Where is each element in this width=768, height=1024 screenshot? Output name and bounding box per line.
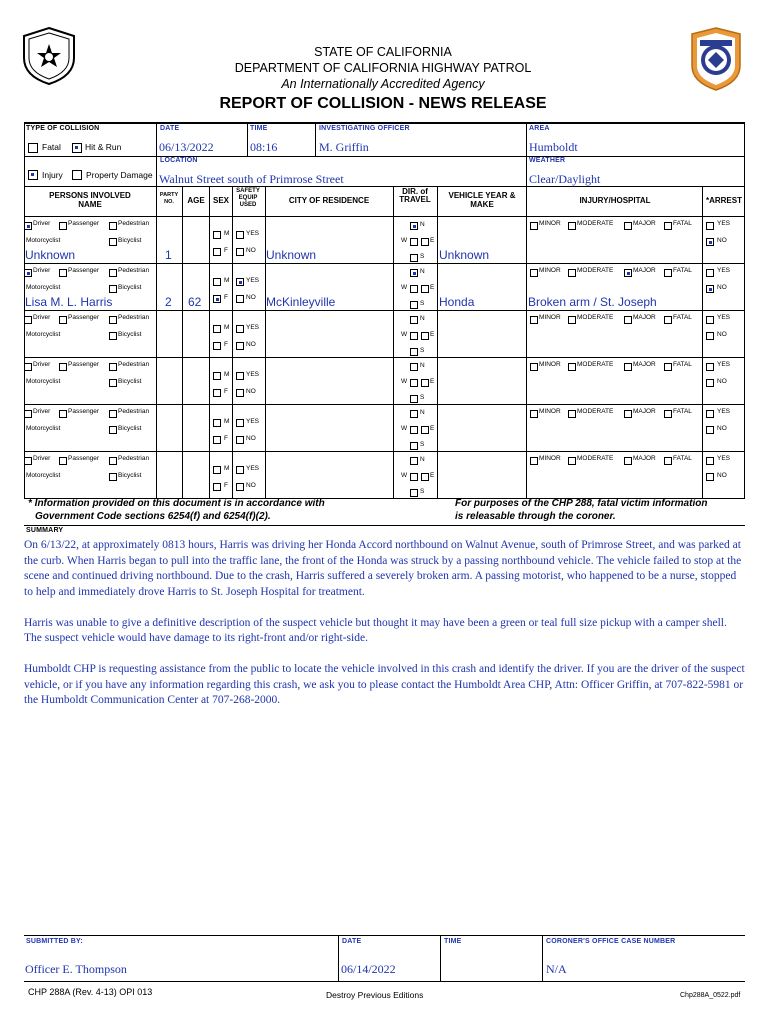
- moderate-label: MODERATE: [577, 220, 614, 227]
- fatal-injury-checkbox[interactable]: [664, 222, 672, 230]
- minor-label: MINOR: [539, 361, 561, 368]
- sex-f-label: F: [224, 341, 228, 348]
- hit-run-option-label: Hit & Run: [85, 142, 122, 152]
- arrest-yes-label: YES: [717, 361, 731, 368]
- bicyclist-option-label: Bicyclist: [118, 425, 142, 432]
- col-persons-header: PERSONS INVOLVED NAME: [49, 191, 131, 209]
- sex-m-label: M: [224, 324, 230, 331]
- pedestrian-checkbox[interactable]: [109, 222, 117, 230]
- safety-no-checkbox[interactable]: [236, 483, 244, 491]
- moderate-checkbox[interactable]: [568, 269, 576, 277]
- passenger-option-label: Passenger: [68, 361, 100, 368]
- major-label: MAJOR: [633, 361, 656, 368]
- dir-n-checkbox[interactable]: [410, 363, 418, 371]
- col-vehicle-header: VEHICLE YEAR & MAKE: [448, 191, 516, 209]
- dir-s-checkbox[interactable]: [410, 348, 418, 356]
- party-number: 2: [165, 295, 172, 309]
- dir-e-checkbox[interactable]: [421, 332, 429, 340]
- dir-w-checkbox[interactable]: [410, 473, 418, 481]
- dir-w-checkbox[interactable]: [410, 285, 418, 293]
- dir-s-checkbox[interactable]: [410, 254, 418, 262]
- driver-checkbox[interactable]: [24, 269, 32, 277]
- summary-paragraph: Harris was unable to give a definitive description of the suspect vehicle but thought it may have been a green or teal full size pickup with a camper shell. The suspect vehicle would have damage to its right-front and/or right-side.: [24, 616, 727, 644]
- major-checkbox[interactable]: [624, 410, 632, 418]
- report-title: REPORT OF COLLISION - NEWS RELEASE: [219, 95, 547, 112]
- hit-run-checkbox[interactable]: [72, 143, 82, 153]
- footer-date-value: 06/14/2022: [341, 962, 396, 976]
- arrest-yes-label: YES: [717, 267, 731, 274]
- sex-f-label: F: [224, 435, 228, 442]
- col-party-header: PARTY NO.: [159, 192, 179, 205]
- location-value: Walnut Street south of Primrose Street: [159, 172, 344, 186]
- footer-time-label: TIME: [444, 938, 462, 945]
- minor-checkbox[interactable]: [530, 316, 538, 324]
- major-checkbox[interactable]: [624, 269, 632, 277]
- sex-m-checkbox[interactable]: [213, 466, 221, 474]
- location-label: LOCATION: [160, 157, 198, 164]
- sex-m-checkbox[interactable]: [213, 278, 221, 286]
- moderate-checkbox[interactable]: [568, 222, 576, 230]
- moderate-label: MODERATE: [577, 361, 614, 368]
- time-value: 08:16: [250, 140, 278, 154]
- driver-checkbox[interactable]: [24, 457, 32, 465]
- arrest-no-label: NO: [717, 284, 727, 291]
- bicyclist-checkbox[interactable]: [109, 473, 117, 481]
- department-heading: DEPARTMENT OF CALIFORNIA HIGHWAY PATROL: [234, 61, 532, 75]
- arrest-no-checkbox[interactable]: [706, 332, 714, 340]
- agency-tagline: An Internationally Accredited Agency: [281, 77, 485, 91]
- motorcyclist-option-label: Motorcyclist: [26, 378, 61, 385]
- pedestrian-option-label: Pedestrian: [118, 267, 150, 274]
- bicyclist-checkbox[interactable]: [109, 332, 117, 340]
- arrest-yes-checkbox[interactable]: [706, 222, 714, 230]
- type-of-collision-label: TYPE OF COLLISION: [26, 125, 100, 132]
- sex-f-checkbox[interactable]: [213, 483, 221, 491]
- moderate-checkbox[interactable]: [568, 457, 576, 465]
- minor-checkbox[interactable]: [530, 363, 538, 371]
- passenger-option-label: Passenger: [68, 314, 100, 321]
- arrest-yes-checkbox[interactable]: [706, 363, 714, 371]
- minor-checkbox[interactable]: [530, 457, 538, 465]
- date-value: 06/13/2022: [159, 140, 214, 154]
- minor-label: MINOR: [539, 408, 561, 415]
- col-injury-header: INJURY/HOSPITAL: [579, 196, 651, 205]
- dir-n-label: N: [420, 315, 425, 322]
- motorcyclist-option-label: Motorcyclist: [26, 425, 61, 432]
- safety-yes-label: YES: [246, 371, 260, 378]
- safety-no-label: NO: [246, 247, 256, 254]
- sex-f-checkbox[interactable]: [213, 248, 221, 256]
- fatal-injury-checkbox[interactable]: [664, 363, 672, 371]
- pedestrian-option-label: Pedestrian: [118, 361, 150, 368]
- fatal-checkbox[interactable]: [28, 143, 38, 153]
- bicyclist-option-label: Bicyclist: [118, 472, 142, 479]
- city-of-residence: McKinleyville: [266, 295, 336, 309]
- dir-e-label: E: [430, 331, 435, 338]
- dir-e-label: E: [430, 284, 435, 291]
- driver-option-label: Driver: [33, 455, 51, 462]
- arrest-no-checkbox[interactable]: [706, 426, 714, 434]
- dir-s-checkbox[interactable]: [410, 489, 418, 497]
- sex-f-checkbox[interactable]: [213, 295, 221, 303]
- sex-m-label: M: [224, 418, 230, 425]
- officer-value: M. Griffin: [319, 140, 369, 154]
- motorcyclist-option-label: Motorcyclist: [26, 284, 61, 291]
- dir-e-checkbox[interactable]: [421, 473, 429, 481]
- sex-f-label: F: [224, 388, 228, 395]
- arrest-no-label: NO: [717, 237, 727, 244]
- pedestrian-option-label: Pedestrian: [118, 314, 150, 321]
- dir-w-label: W: [401, 284, 408, 291]
- motorcyclist-option-label: Motorcyclist: [26, 472, 61, 479]
- arrest-no-checkbox[interactable]: [706, 379, 714, 387]
- bicyclist-option-label: Bicyclist: [118, 331, 142, 338]
- summary-paragraph: Humboldt CHP is requesting assistance from the public to locate the vehicle involved in this crash and identify the driver. If you are the driver of the suspect vehicle, or if you have any information regarding this crash, we ask you to please contact the Humboldt Area CHP, Attn: Officer Griffin, at 707-822-5981 or the Humboldt Communication Center at 707-268-2000.: [24, 663, 745, 706]
- major-label: MAJOR: [633, 267, 656, 274]
- safety-yes-label: YES: [246, 230, 260, 237]
- moderate-label: MODERATE: [577, 455, 614, 462]
- summary-text: [24, 538, 746, 724]
- driver-option-label: Driver: [33, 220, 51, 227]
- bicyclist-option-label: Bicyclist: [118, 284, 142, 291]
- dir-s-label: S: [420, 300, 425, 307]
- officer-label: INVESTIGATING OFFICER: [319, 125, 410, 132]
- coroner-note-line2: is releasable through the coroner.: [455, 511, 616, 522]
- passenger-checkbox[interactable]: [59, 457, 67, 465]
- dir-e-checkbox[interactable]: [421, 285, 429, 293]
- person-age: 62: [188, 295, 202, 309]
- minor-checkbox[interactable]: [530, 222, 538, 230]
- dir-s-label: S: [420, 347, 425, 354]
- dir-s-label: S: [420, 253, 425, 260]
- summary-paragraph: On 6/13/22, at approximately 0813 hours, Harris was driving her Honda Accord northbound on Walnut Avenue, south of Primrose Street, and was parked at the curb. When Harris began to pull into the traffic lane, the front of the Honda was struck by a passing northbound vehicle. The vehicle failed to stop at the scene and continued driving northbound. Due to the crash, Harris suffered a severely broken arm. A passing motorist, who happened to be a nurse, stopped to help and immediately drove Harris to St. Joseph Hospital for treatment.: [24, 539, 742, 598]
- arrest-no-checkbox[interactable]: [706, 473, 714, 481]
- dir-n-checkbox[interactable]: [410, 410, 418, 418]
- vehicle-make: Unknown: [439, 248, 490, 262]
- dir-w-label: W: [401, 237, 408, 244]
- safety-yes-label: YES: [246, 465, 260, 472]
- time-label: TIME: [250, 125, 268, 132]
- minor-label: MINOR: [539, 314, 561, 321]
- arrest-no-label: NO: [717, 378, 727, 385]
- minor-checkbox[interactable]: [530, 410, 538, 418]
- sex-m-label: M: [224, 465, 230, 472]
- dir-n-label: N: [420, 362, 425, 369]
- sex-m-label: M: [224, 230, 230, 237]
- safety-no-checkbox[interactable]: [236, 342, 244, 350]
- driver-checkbox[interactable]: [24, 410, 32, 418]
- arrest-yes-label: YES: [717, 314, 731, 321]
- dir-e-checkbox[interactable]: [421, 379, 429, 387]
- vehicle-make: Honda: [439, 295, 475, 309]
- dir-w-label: W: [401, 472, 408, 479]
- passenger-option-label: Passenger: [68, 267, 100, 274]
- area-label: AREA: [529, 125, 550, 132]
- passenger-checkbox[interactable]: [59, 363, 67, 371]
- form-id: CHP 288A (Rev. 4-13) OPI 013: [28, 987, 153, 997]
- dir-s-label: S: [420, 441, 425, 448]
- fatal-injury-label: FATAL: [673, 267, 692, 274]
- minor-label: MINOR: [539, 267, 561, 274]
- arrest-yes-label: YES: [717, 408, 731, 415]
- bicyclist-option-label: Bicyclist: [118, 237, 142, 244]
- dir-n-checkbox[interactable]: [410, 316, 418, 324]
- dir-n-checkbox[interactable]: [410, 457, 418, 465]
- injury-checkbox[interactable]: [28, 170, 38, 180]
- party-number: 1: [165, 248, 172, 262]
- safety-yes-label: YES: [246, 324, 260, 331]
- dir-s-label: S: [420, 394, 425, 401]
- injury-option-label: Injury: [42, 170, 63, 180]
- dir-w-label: W: [401, 378, 408, 385]
- moderate-checkbox[interactable]: [568, 363, 576, 371]
- col-sex-header: SEX: [212, 196, 229, 205]
- footer-date-label: DATE: [342, 938, 362, 945]
- gov-code-note-line1: * Information provided on this document is in accordance with: [28, 498, 325, 509]
- passenger-checkbox[interactable]: [59, 222, 67, 230]
- sex-m-checkbox[interactable]: [213, 372, 221, 380]
- major-checkbox[interactable]: [624, 363, 632, 371]
- dir-s-label: S: [420, 488, 425, 495]
- safety-no-checkbox[interactable]: [236, 389, 244, 397]
- driver-option-label: Driver: [33, 267, 51, 274]
- pedestrian-option-label: Pedestrian: [118, 220, 150, 227]
- moderate-checkbox[interactable]: [568, 316, 576, 324]
- area-value: Humboldt: [529, 140, 578, 154]
- moderate-checkbox[interactable]: [568, 410, 576, 418]
- pedestrian-option-label: Pedestrian: [118, 455, 150, 462]
- safety-no-checkbox[interactable]: [236, 248, 244, 256]
- dir-n-label: N: [420, 221, 425, 228]
- col-age-header: AGE: [187, 196, 205, 205]
- major-checkbox[interactable]: [624, 222, 632, 230]
- destroy-previous-note: Destroy Previous Editions: [326, 990, 424, 1000]
- weather-label: WEATHER: [529, 157, 566, 164]
- driver-option-label: Driver: [33, 314, 51, 321]
- driver-checkbox[interactable]: [24, 222, 32, 230]
- coroner-note-line1: For purposes of the CHP 288, fatal victim information: [455, 498, 708, 509]
- safety-no-checkbox[interactable]: [236, 295, 244, 303]
- col-arrest-header: *ARREST: [705, 196, 742, 205]
- safety-yes-label: YES: [246, 277, 260, 284]
- safety-no-label: NO: [246, 482, 256, 489]
- sex-f-label: F: [224, 294, 228, 301]
- passenger-option-label: Passenger: [68, 220, 100, 227]
- pdf-filename: Chp288A_0522.pdf: [680, 992, 741, 999]
- dir-s-checkbox[interactable]: [410, 301, 418, 309]
- major-checkbox[interactable]: [624, 457, 632, 465]
- safety-no-label: NO: [246, 294, 256, 301]
- safety-yes-checkbox[interactable]: [236, 419, 244, 427]
- major-label: MAJOR: [633, 408, 656, 415]
- dir-w-label: W: [401, 425, 408, 432]
- fatal-injury-label: FATAL: [673, 408, 692, 415]
- moderate-label: MODERATE: [577, 314, 614, 321]
- driver-checkbox[interactable]: [24, 363, 32, 371]
- submitted-by-label: SUBMITTED BY:: [26, 938, 83, 945]
- injury-hospital: Broken arm / St. Joseph: [528, 295, 657, 309]
- passenger-option-label: Passenger: [68, 455, 100, 462]
- passenger-checkbox[interactable]: [59, 269, 67, 277]
- minor-label: MINOR: [539, 455, 561, 462]
- safety-no-label: NO: [246, 388, 256, 395]
- driver-option-label: Driver: [33, 408, 51, 415]
- dir-s-checkbox[interactable]: [410, 442, 418, 450]
- arrest-no-label: NO: [717, 331, 727, 338]
- fatal-injury-label: FATAL: [673, 220, 692, 227]
- dir-e-label: E: [430, 237, 435, 244]
- dir-w-checkbox[interactable]: [410, 238, 418, 246]
- pedestrian-checkbox[interactable]: [109, 269, 117, 277]
- safety-yes-checkbox[interactable]: [236, 372, 244, 380]
- summary-label: SUMMARY: [26, 527, 64, 534]
- dir-n-label: N: [420, 268, 425, 275]
- fatal-injury-label: FATAL: [673, 455, 692, 462]
- pedestrian-checkbox[interactable]: [109, 363, 117, 371]
- col-safety-header: SAFETY EQUIP USED: [236, 188, 260, 208]
- sex-f-checkbox[interactable]: [213, 389, 221, 397]
- dir-e-label: E: [430, 425, 435, 432]
- dir-w-checkbox[interactable]: [410, 426, 418, 434]
- fatal-injury-label: FATAL: [673, 314, 692, 321]
- submitted-by-value: Officer E. Thompson: [25, 962, 127, 976]
- passenger-checkbox[interactable]: [59, 410, 67, 418]
- dir-w-checkbox[interactable]: [410, 379, 418, 387]
- driver-option-label: Driver: [33, 361, 51, 368]
- gov-code-note-line2: Government Code sections 6254(f) and 6254(f)(2).: [35, 511, 271, 522]
- sex-f-label: F: [224, 482, 228, 489]
- sex-m-checkbox[interactable]: [213, 325, 221, 333]
- bicyclist-option-label: Bicyclist: [118, 378, 142, 385]
- dir-n-label: N: [420, 456, 425, 463]
- pedestrian-option-label: Pedestrian: [118, 408, 150, 415]
- dir-w-checkbox[interactable]: [410, 332, 418, 340]
- fatal-injury-checkbox[interactable]: [664, 269, 672, 277]
- state-heading: STATE OF CALIFORNIA: [314, 45, 452, 59]
- dir-e-label: E: [430, 378, 435, 385]
- motorcyclist-option-label: Motorcyclist: [26, 331, 61, 338]
- passenger-option-label: Passenger: [68, 408, 100, 415]
- bicyclist-checkbox[interactable]: [109, 238, 117, 246]
- safety-yes-checkbox[interactable]: [236, 325, 244, 333]
- fatal-injury-checkbox[interactable]: [664, 316, 672, 324]
- sex-m-label: M: [224, 371, 230, 378]
- sex-f-checkbox[interactable]: [213, 342, 221, 350]
- date-label: DATE: [160, 125, 180, 132]
- person-name: Unknown: [25, 248, 76, 262]
- major-label: MAJOR: [633, 220, 656, 227]
- dir-e-label: E: [430, 472, 435, 479]
- fatal-option-label: Fatal: [42, 142, 61, 152]
- safety-no-checkbox[interactable]: [236, 436, 244, 444]
- moderate-label: MODERATE: [577, 267, 614, 274]
- dir-n-checkbox[interactable]: [410, 222, 418, 230]
- moderate-label: MODERATE: [577, 408, 614, 415]
- person-name: Lisa M. L. Harris: [25, 295, 113, 309]
- property-damage-checkbox[interactable]: [72, 170, 82, 180]
- arrest-yes-checkbox[interactable]: [706, 457, 714, 465]
- dir-n-label: N: [420, 409, 425, 416]
- weather-value: Clear/Daylight: [529, 172, 601, 186]
- dir-e-checkbox[interactable]: [421, 238, 429, 246]
- bicyclist-checkbox[interactable]: [109, 426, 117, 434]
- arrest-yes-checkbox[interactable]: [706, 410, 714, 418]
- safety-yes-checkbox[interactable]: [236, 466, 244, 474]
- bicyclist-checkbox[interactable]: [109, 379, 117, 387]
- safety-yes-checkbox[interactable]: [236, 231, 244, 239]
- pedestrian-checkbox[interactable]: [109, 457, 117, 465]
- driver-checkbox[interactable]: [24, 316, 32, 324]
- sex-m-label: M: [224, 277, 230, 284]
- safety-no-label: NO: [246, 341, 256, 348]
- minor-label: MINOR: [539, 220, 561, 227]
- arrest-yes-label: YES: [717, 220, 731, 227]
- safety-yes-checkbox[interactable]: [236, 278, 244, 286]
- property-damage-option-label: Property Damage: [86, 170, 153, 180]
- sex-f-label: F: [224, 247, 228, 254]
- sex-m-checkbox[interactable]: [213, 419, 221, 427]
- pedestrian-checkbox[interactable]: [109, 316, 117, 324]
- pedestrian-checkbox[interactable]: [109, 410, 117, 418]
- major-label: MAJOR: [633, 455, 656, 462]
- city-of-residence: Unknown: [266, 248, 317, 262]
- arrest-no-label: NO: [717, 425, 727, 432]
- arrest-no-checkbox[interactable]: [706, 238, 714, 246]
- col-city-header: CITY OF RESIDENCE: [288, 196, 370, 205]
- coroner-case-label: CORONER'S OFFICE CASE NUMBER: [546, 938, 676, 945]
- arrest-yes-label: YES: [717, 455, 731, 462]
- safety-yes-label: YES: [246, 418, 260, 425]
- sex-f-checkbox[interactable]: [213, 436, 221, 444]
- dir-s-checkbox[interactable]: [410, 395, 418, 403]
- arrest-yes-checkbox[interactable]: [706, 316, 714, 324]
- arrest-no-checkbox[interactable]: [706, 285, 714, 293]
- safety-no-label: NO: [246, 435, 256, 442]
- coroner-case-value: N/A: [546, 962, 567, 976]
- arrest-yes-checkbox[interactable]: [706, 269, 714, 277]
- dir-n-checkbox[interactable]: [410, 269, 418, 277]
- major-label: MAJOR: [633, 314, 656, 321]
- sex-m-checkbox[interactable]: [213, 231, 221, 239]
- arrest-no-label: NO: [717, 472, 727, 479]
- fatal-injury-checkbox[interactable]: [664, 410, 672, 418]
- fatal-injury-checkbox[interactable]: [664, 457, 672, 465]
- fatal-injury-label: FATAL: [673, 361, 692, 368]
- dir-e-checkbox[interactable]: [421, 426, 429, 434]
- minor-checkbox[interactable]: [530, 269, 538, 277]
- major-checkbox[interactable]: [624, 316, 632, 324]
- motorcyclist-option-label: Motorcyclist: [26, 237, 61, 244]
- bicyclist-checkbox[interactable]: [109, 285, 117, 293]
- passenger-checkbox[interactable]: [59, 316, 67, 324]
- col-dir-header: DIR. of TRAVEL: [399, 187, 431, 204]
- dir-w-label: W: [401, 331, 408, 338]
